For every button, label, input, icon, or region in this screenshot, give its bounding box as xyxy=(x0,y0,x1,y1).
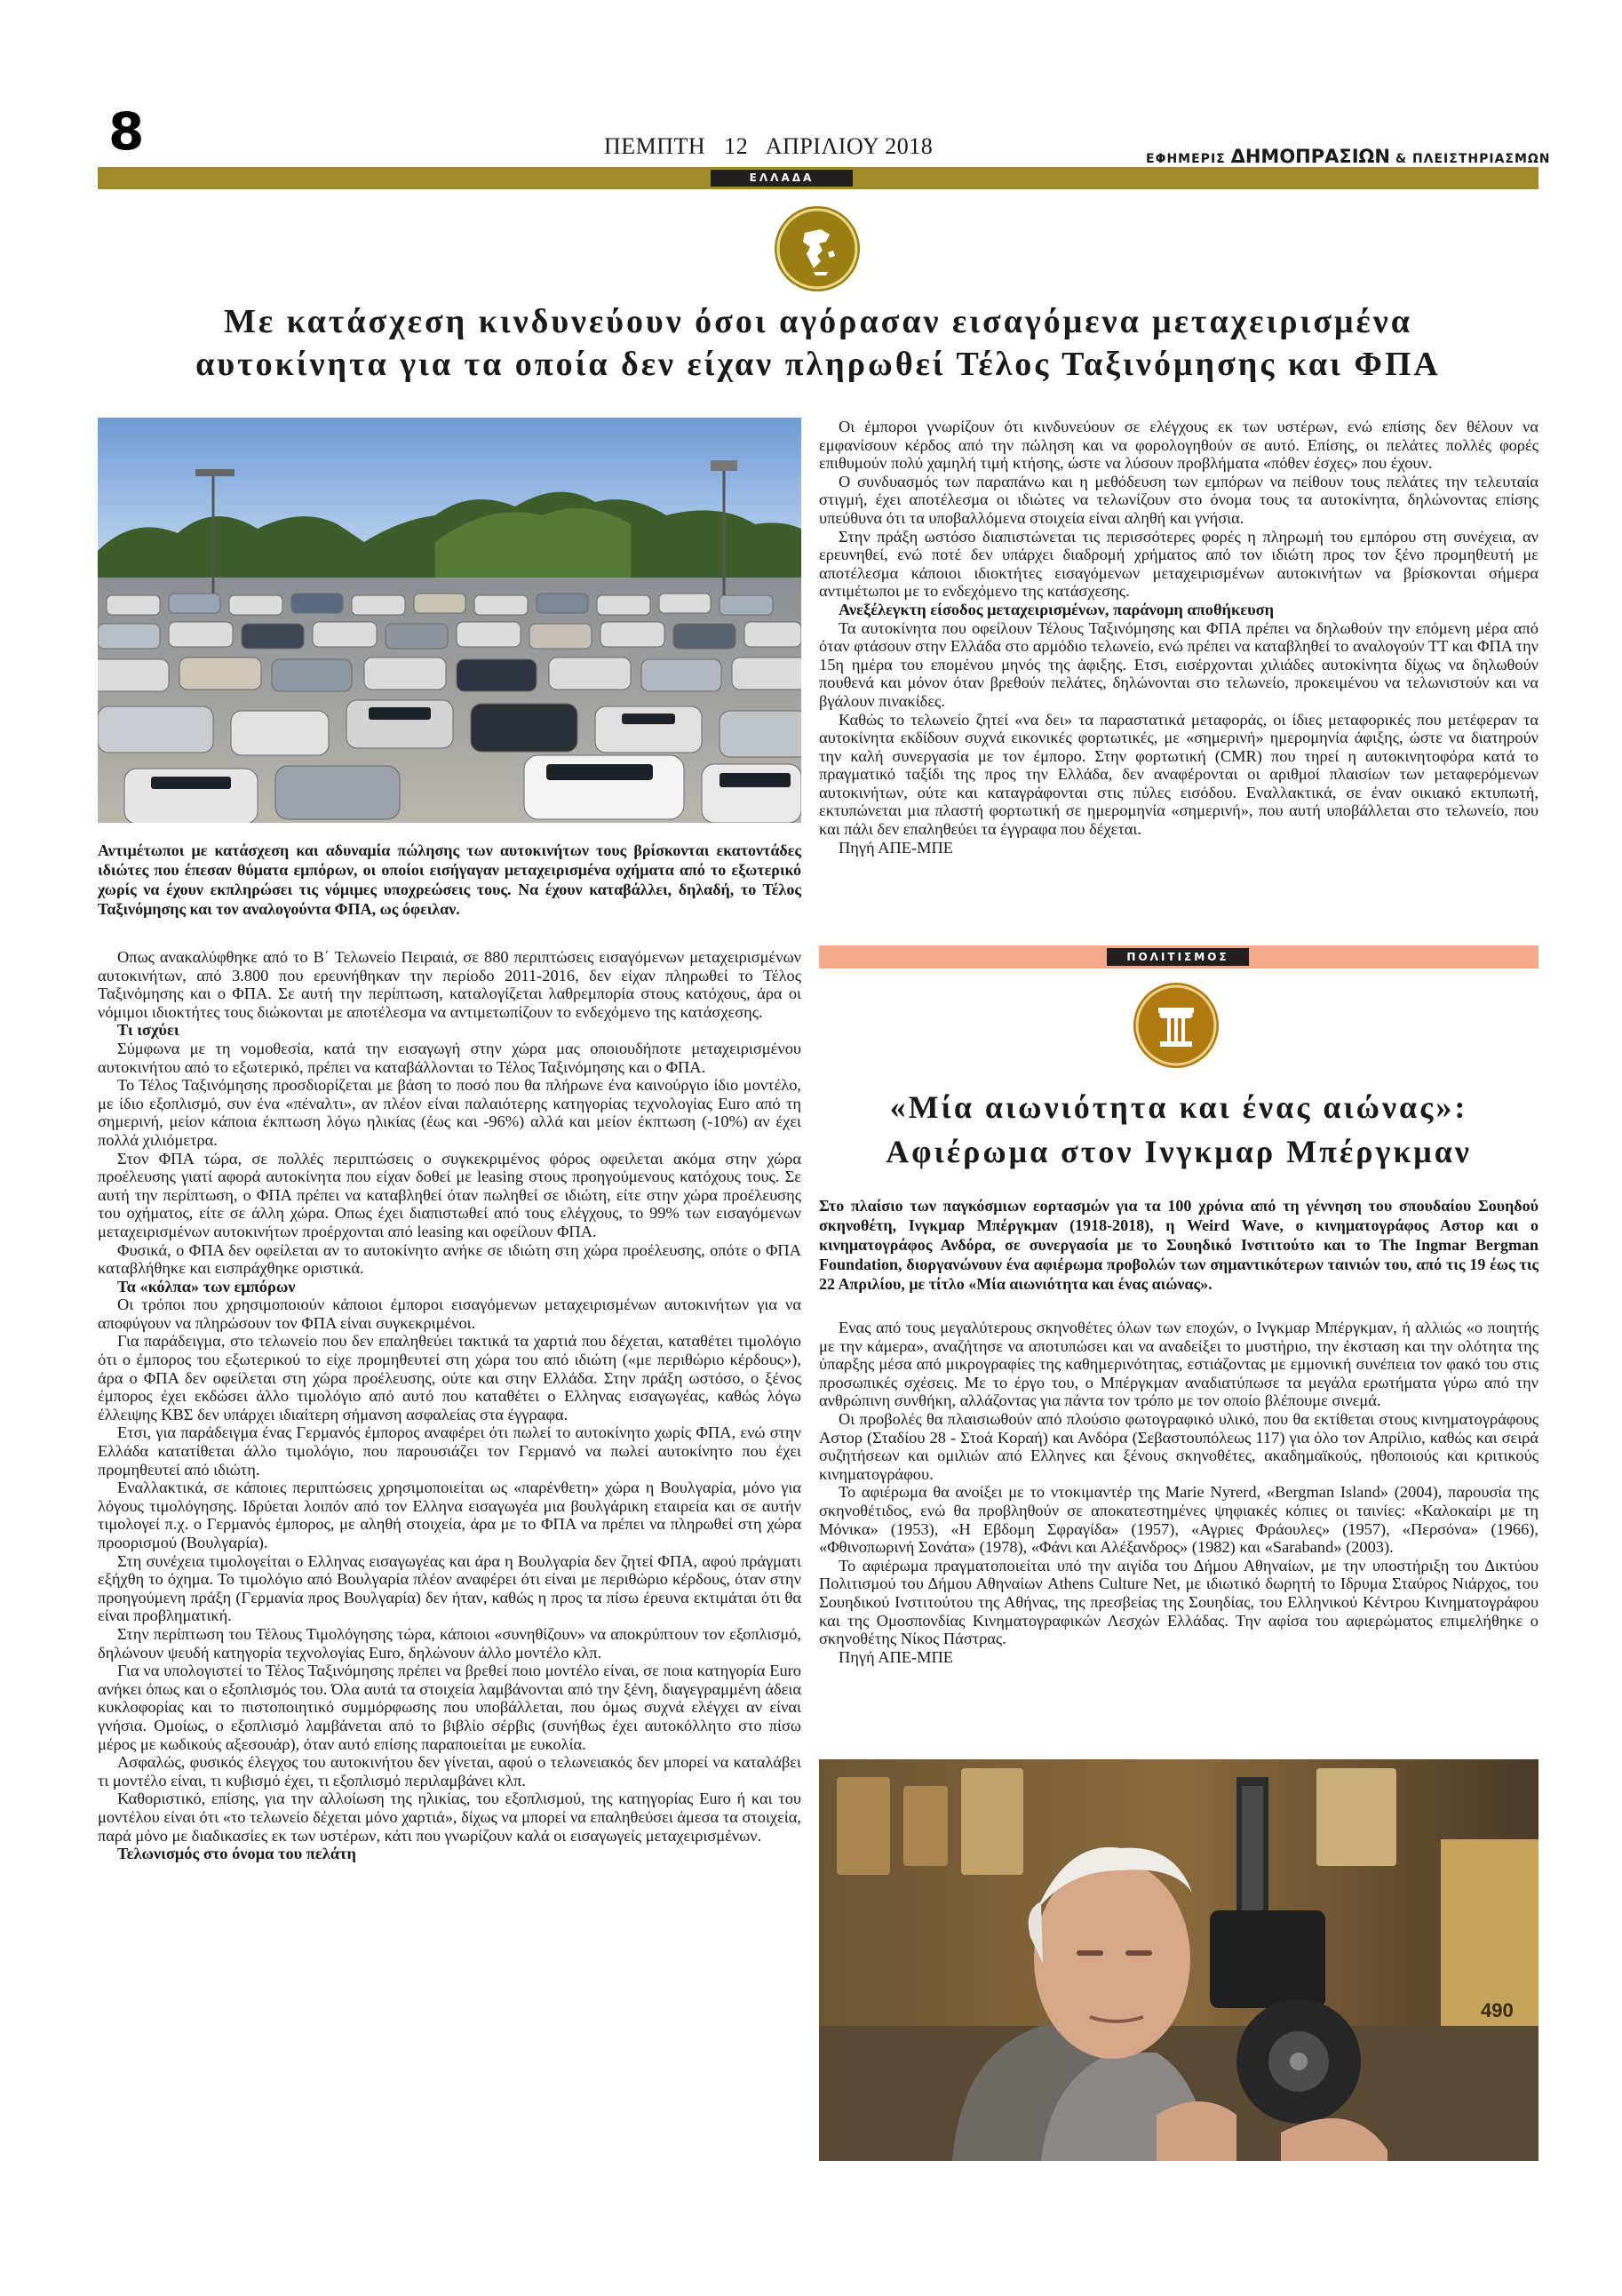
paragraph: Ασφαλώς, φυσικός έλεγχος του αυτοκινήτου δεν γίνεται, αφού ο τελωνειακός δεν μπορεί να καταλάβει τι μοντέλο είναι, τι κυβισμό έχει, τι εξοπλισμό περιλαμβάνει κλπ. xyxy=(98,1753,801,1790)
paragraph: Φυσικά, ο ΦΠΑ δεν οφείλεται αν το αυτοκίνητο ανήκε σε ιδιώτη στη χώρα προέλευσης, οπότε ο ΦΠΑ καταβλήθηκε και εισπράχθηκε οριστικά. xyxy=(98,1240,801,1278)
paragraph: Στην πράξη ωστόσο διαπιστώνεται τις περισσότερες φορές η πληρωμή του εμπόρου στη συνέχεια, αν ερευνηθεί, ενώ ποτέ δεν υπάρχει διαδρομή χρήματος από τον ιδιώτη προς τον ξένο προμηθευτή με αποτέλεσμα κάποιοι ιδιοκτήτες εισαγόμενων μεταχειρισμένων αυτοκινήτων να βρίσκονται σήμερα αντιμέτωποι με το ενδεχόμενο της κατάσχεσης. xyxy=(819,527,1539,601)
paragraph: Ετσι, για παράδειγμα ένας Γερμανός έμπορος αναφέρει ότι πωλεί το αυτοκίνητο χωρίς ΦΠΑ, ενώ στην Ελλάδα κατατίθεται άλλο τιμολόγιο, που παρουσιάζει τον Γερμανό να πωλεί αυτοκίνητο που έχει προμηθευτεί από ιδιώτη. xyxy=(98,1423,801,1479)
paragraph: Οι έμποροι γνωρίζουν ότι κινδυνεύουν σε ελέγχους εκ των υστέρων, ενώ επίσης δεν θέλουν να εμφανίσουν κέρδος από την πώληση και να φορολογηθούν σε αυτό. Επίσης, οι πελάτες πολλές φορές επιθυμούν πολύ χαμηλή τιμή κτήσης, ώστε να λύσουν προβλήματα «πόθεν έσχες» που έχουν. xyxy=(819,418,1539,473)
masthead-name: ΔΗΜΟΠΡΑΣΙΩΝ xyxy=(1230,146,1390,167)
article-headline xyxy=(98,300,1539,386)
culture-lead: Στο πλαίσιο των παγκόσμιων εορτασμών για τα 100 χρόνια από τη γέννηση του σπουδαίου Σουηδού σκηνοθέτη, Ινγκμαρ Μπέργκμαν (1918-2018), η Weird Wave, ο κινηματογράφος Αστορ και ο κινηματογράφος Ανδόρα, σε συνεργασία με το Σουηδικό Ινστιτούτο και το The Ingmar Bergman Foundation, διοργανώνουν ένα αφιέρωμα προβολών των σημαντικότερων ταινιών του, από τις 19 έως τις 22 Απριλίου, με τίτλο «Μία αιωνιότητα και ένας αιώνας». xyxy=(819,1197,1539,1293)
subheading: Τι ισχύει xyxy=(117,1021,179,1040)
paragraph: Τα αυτοκίνητα που οφείλουν Τέλους Ταξινόμησης και ΦΠΑ πρέπει να δηλωθούν την επόμενη μέρα από όταν φτάσουν στην Ελλάδα στο αρμόδιο τελωνείο, ενώ πρέπει να καταβληθεί το αναλογούν ΤΤ και ΦΠΑ την 15η ημέρα του επομένου μηνός της άφιξης. Ετσι, εισέρχονται χιλιάδες αυτοκίνητα δίχως να δηλωθούν πουθενά και μόνον όταν βρεθούν πελάτες, δηλώνονται στο τελωνείο, προκειμένου να τελωνιστούν και να βγάλουν πινακίδες. xyxy=(819,618,1539,710)
subheading: Τα «κόλπα» των εμπόρων xyxy=(117,1277,296,1295)
paragraph: Το αφιέρωμα θα ανοίξει με το ντοκιμαντέρ της Marie Nyrerd, «Bergman Island» (2004), παρουσία της σκηνοθέτιδος, ενώ θα προβληθούν σε αποκατεστημένες ψηφιακές κόπιες οι ταινίες: «Καλοκαίρι με τη Μόνικα» (1953), «Η Εβδομη Σφραγίδα» (1957), «Αγριες Φράουλες» (1957), «Περσόνα» (1966), «Φθινοπωρινή Σονάτα» (1978), «Φάνι και Αλέξανδρος» (1982) και «Saraband» (2003). xyxy=(819,1483,1539,1557)
source-credit: Πηγή ΑΠΕ-ΜΠΕ xyxy=(839,838,954,857)
paragraph: Για να υπολογιστεί το Τέλος Ταξινόμησης πρέπει να βρεθεί ποιο μοντέλο είναι, σε ποια κατηγορία Euro ανήκει όπως και ο εξοπλισμός του. Όλα αυτά τα στοιχεία λαμβάνονται από την ξένη, διαγεγραμμένη άδεια κυκλοφορίας και το πιστοποιητικό συμμόρφωσης που υποβάλλεται, που όμως συχνά ελέγχει αν είναι γνήσια. Ομοίως, ο εξοπλισμό λαμβάνεται από το βιβλίο σέρβις (συνήθως έχει αυτοκόλλητο στο πίσω μέρος με κωδικούς αξεσουάρ), όταν αυτό επίσης παραποιείται με ευκολία. xyxy=(98,1662,801,1753)
culture-headline xyxy=(819,1085,1539,1174)
paragraph: Εναλλακτικά, σε κάποιες περιπτώσεις χρησιμοποιείται ως «παρένθετη» χώρα η Βουλγαρία, μόνο για λόγους τιμολόγησης. Ιδρύεται λοιπόν από τον Ελληνα εισαγωγέα μια βουλγάρικη εταιρεία και σε αυτήν τιμολογεί π.χ. ο Γερμανός έμπορος, με αληθή στοιχεία, άρα με το ΦΠΑ να πρέπει να πληρωθεί στη χώρα προορισμού (Βουλγαρία). xyxy=(98,1479,801,1551)
paragraph: Καθώς το τελωνείο ζητεί «να δει» τα παραστατικά μεταφοράς, οι ίδιες μεταφορικές που μετέφεραν τα αυτοκίνητα εκδίδουν συχνά εικονικές φορτωτικές, με «σημερινή» ημερομηνία άφιξης, ώστε να διατηρούν την καλή συνεργασία με τον έμπορο. Στην φορτωτική (CMR) που τηρεί η αυτοκινητοφόρα κατά το πραγματικό ταξίδι της προς την Ελλάδα, δεν αναφέρονται οι αριθμοί πλαισίων των μεταφερόμενων αυτοκινήτων, ούτε και καταγράφονται στις πύλες εισόδου. Εναλλακτικά, σε έναν οικιακό εκτυπωτή, εκτυπώνεται μια πλαστή φορτωτική σε ημερομηνία «σημερινή», που αυτή υποβάλλεται στο τελωνείο, που και πάλι δεν επαληθεύει τα έγγραφα που δέχεται. xyxy=(819,710,1539,839)
subheading: Τελωνισμός στο όνομα του πελάτη xyxy=(117,1845,356,1863)
section-label: ΕΛΛΑΔΑ xyxy=(711,170,853,187)
article-lead: Αντιμέτωποι με κατάσχεση και αδυναμία πώλησης των αυτοκινήτων τους βρίσκονται εκατοντάδες ιδιώτες που έπεσαν θύματα εμπόρων, οι οποίοι εισήγαγαν μεταχειρισμένα οχήματα από το εξωτερικό χωρίς να έχουν εκπληρώσει τις νόμιμες υποχρεώσεις τους. Να έχουν καταβάλλει, δηλαδή, το Τέλος Ταξινόμησης και τον αναλογούντα ΦΠΑ, ως όφειλαν. xyxy=(98,841,801,918)
page-number: 8 xyxy=(108,101,145,162)
paragraph: Το αφιέρωμα πραγματοποιείται υπό την αιγίδα του Δήμου Αθηναίων, με την υποστήριξη του Δικτύου Πολιτισμού του Δήμου Αθηναίων Athens Culture Net, με ιδιωτικό δωρητή το Ιδρυμα Σταύρος Νιάρχος, του Σουηδικού Ινστιτούτου της Αθήνας, της πρεσβείας της Σουηδίας, του Ελληνικού Κέντρου Κινηματογράφου και της Ομοσπονδίας Κινηματογραφικών Λεσχών Ελλάδας. Την αφίσα του αφιερώματος επιμελήθηκε ο σκηνοθέτης Νίκος Πάστρας. xyxy=(819,1556,1539,1648)
source-credit: Πηγή ΑΠΕ-ΜΠΕ xyxy=(839,1647,954,1666)
paragraph: Στη συνέχεια τιμολογείται ο Ελληνας εισαγωγέας και άρα η Βουλγαρία δεν ζητεί ΦΠΑ, αφού πράγματι εξήχθη το όχημα. Το τιμολόγιο από Βουλγαρία πλέον αναφέρει ότι είναι με περιθώριο κέρδους, όταν στην προηγούμενη πράξη (Γερμανία προς Βουλγαρία) δεν ήταν, καθώς η προς τα πίσω έρευνα εκτιμάται ότι θα είναι προβληματική. xyxy=(98,1551,801,1625)
paragraph: Στην περίπτωση του Τέλους Τιμολόγησης τώρα, κάποιοι «συνηθίζουν» να αποκρύπτουν τον εξοπλισμό, δηλώνουν ψευδή κατηγορία τεχνολογίας Euro, δηλώνουν άλλο μοντέλο κλπ. xyxy=(98,1624,801,1662)
paragraph: Οπως ανακαλύφθηκε από το Β΄ Τελωνείο Πειραιά, σε 880 περιπτώσεις εισαγόμενων μεταχειρισμένων αυτοκινήτων, από 3.800 που ερευνήθηκαν την περίοδο 2011-2016, δεν είχαν πληρωθεί το Τέλος Ταξινόμησης και ο ΦΠΑ. Σε αυτή την περίπτωση, καταλογίζεται λαθρεμπορία στους κατόχους, άρα οι νόμιμοι ιδιοκτήτες τους διώκονται με αποτέλεσμα να αντιμετωπίζουν το ενδεχόμενο της κατάσχεσης. xyxy=(98,948,801,1021)
column-pillar-icon xyxy=(1133,983,1219,1068)
paragraph: Οι προβολές θα πλαισιωθούν από πλούσιο φωτογραφικό υλικό, που θα εκτίθεται στους κινηματογράφους Αστορ (Σταδίου 28 - Στοά Κοραή) και Ανδόρα (Σεβαστουπόλεως 117) για όλο τον Απρίλιο, καθώς και σειρά συζητήσεων και ομιλιών από Ελληνες και ξένους σκηνοθέτες, ακαδημαϊκούς, ηθοποιούς και κριτικούς κινηματογράφου. xyxy=(819,1409,1539,1483)
paragraph: Καθοριστικό, επίσης, για την αλλοίωση της ηλικίας, του εξοπλισμού, της κατηγορίας Euro ή και του μοντέλου είναι ότι «το τελωνείο δέχεται μόνο χαρτιά», δίχως να μπορεί να επαληθεύσει άμεσα τα στοιχεία, παρά μόνο με διαδικασίες εκ των υστέρων, κάτι που γνωρίζουν καλά οι εισαγωγείς μεταχειρισμένων. xyxy=(98,1790,801,1845)
headline-line-2: αυτοκίνητα για τα οποία δεν είχαν πληρωθεί Τέλος Ταξινόμησης και ΦΠΑ xyxy=(195,346,1441,383)
masthead xyxy=(1146,146,1551,167)
paragraph: Ενας από τους μεγαλύτερους σκηνοθέτες όλων των εποχών, ο Ινγκμαρ Μπέργκμαν, ή αλλιώς «ο ποιητής με την κάμερα», αναζήτησε να αποτυπώσει και να αναδείξει το μυστήριο, την έκσταση και την ολότητα της ύπαρξης μέσα από μικρογραφίες της καθημερινότητας, εστιάζοντας με εμμονική συνέπεια τον φακό του στις προσωπικές σχέσεις. Με το έργο του, ο Μπέργκμαν αναδιατύπωσε τα μεγάλα ερωτήματα γύρω από την ανθρώπινη συνθήκη, αλλάζοντας για πάντα τον τρόπο με τον οποίο βλέπουμε σινεμά. xyxy=(819,1319,1539,1410)
masthead-suffix: & ΠΛΕΙΣΤΗΡΙΑΣΜΩΝ xyxy=(1395,152,1551,166)
paragraph: Το Τέλος Ταξινόμησης προσδιορίζεται με βάση το ποσό που θα πλήρωνε ένα καινούργιο ίδιο μοντέλο, με ίδιο εξοπλισμό, συν ένα «πέναλτι», αν πλέον είναι παλαιότερης κατηγορίας τεχνολογίας Euro από τη σημερινή, μείον κάποια έκπτωση λόγω ηλικίας (έως και -96%) αλλά και μείον έκπτωση (-10%) αν έχει πολλά χιλιόμετρα. xyxy=(98,1076,801,1149)
svg-text:490: 490 xyxy=(1481,1999,1514,2021)
paragraph: Στον ΦΠΑ τώρα, σε πολλές περιπτώσεις ο συγκεκριμένος φόρος οφειλεται ακόμα στην χώρα προέλευσης γιατί αφορά αυτοκίνητα που είχαν δοθεί με leasing στους προηγούμενους κατόχους τους. Σε αυτή την περίπτωση, ο ΦΠΑ πρέπει να καταβληθεί όταν πωληθεί σε ιδιώτη, είτε στην χώρα προέλευσης του οχήματος, είτε σε άλλη χώρα. Οπως έχει διαπιστωθεί από τους ελέγχους, το 99% των εισαγόμενων μεταχειρισμένων αυτοκινήτων προέρχονται από leasing και οφείλουν ΦΠΑ. xyxy=(98,1149,801,1240)
parking-lot-cars-photo xyxy=(98,418,801,823)
masthead-prefix: ΕΦΗΜΕΡΙΣ xyxy=(1146,152,1226,166)
bergman-portrait-photo xyxy=(819,1759,1539,2161)
paragraph: Οι τρόποι που χρησιμοποιούν κάποιοι έμποροι εισαγόμενων μεταχειρισμένων αυτοκινήτων για να αποφύγουν να πληρώσουν τον ΦΠΑ είναι συγκεκριμένοι. xyxy=(98,1295,801,1332)
paragraph: Σύμφωνα με τη νομοθεσία, κατά την εισαγωγή στην χώρα μας οποιουδήποτε μεταχειρισμένου αυτοκινήτου από το εξωτερικό, πρέπει να καταβάλλονται το Τέλος Ταξινόμησης και ο ΦΠΑ. xyxy=(98,1039,801,1076)
headline-line-1: Με κατάσχεση κινδυνεύουν όσοι αγόρασαν εισαγόμενα μεταχειρισμένα xyxy=(224,303,1412,340)
subheading: Ανεξέλεγκτη είσοδος μεταχειρισμένων, παράνομη αποθήκευση xyxy=(839,600,1275,618)
issue-date: ΠΕΜΠΤΗ 12 ΑΠΡΙΛΙΟΥ 2018 xyxy=(604,133,934,159)
culture-section-label: ΠΟΛΙΤΙΣΜΟΣ xyxy=(1107,948,1249,966)
culture-body xyxy=(819,1319,1539,1666)
paragraph: Ο συνδυασμός των παραπάνω και η μεθόδευση των εμπόρων να πείθουν τους πελάτες την τελευταία στιγμή, έχει αποτέλεσμα οι ιδιώτες να τελωνίζουν στο όνομα τους τα αυτοκίνητα, δηλώνοντας επίσης υπεύθυνα ότι τα υποβαλλόμενα στοιχεία είναι αληθή και γνήσια. xyxy=(819,472,1539,527)
culture-headline-line-1: «Μία αιωνιότητα και ένας αιώνας»: xyxy=(889,1089,1468,1125)
greece-map-icon xyxy=(775,206,860,291)
article-body-column-1 xyxy=(98,948,801,1863)
culture-headline-line-2: Αφιέρωμα στον Ινγκμαρ Μπέργκμαν xyxy=(886,1134,1472,1169)
article-body-column-2 xyxy=(819,418,1539,857)
paragraph: Για παράδειγμα, στο τελωνείο που δεν επαληθεύει τακτικά τα χαρτιά που δέχεται, καταθέτει τιμολόγιο ότι ο έμπορος του εξωτερικού το είχε προμηθευτεί στη χώρα του από ιδιώτη («με περιθώριο κέρδους»), άρα ο ΦΠΑ δεν οφείλεται στη χώρα προέλευσης, ούτε και στην Ελλάδα. Στην πράξη ωστόσο, ο ξένος έμπορος έχει εκδώσει άλλο τιμολόγιο από αυτό που καταθέτει ο Ελληνας εισαγωγέας, καθώς λόγω έλλειψης ΚΒΣ δεν υπάρχει ιδιαίτερη σήμανση ασφαλείας στα έγγραφα. xyxy=(98,1332,801,1423)
